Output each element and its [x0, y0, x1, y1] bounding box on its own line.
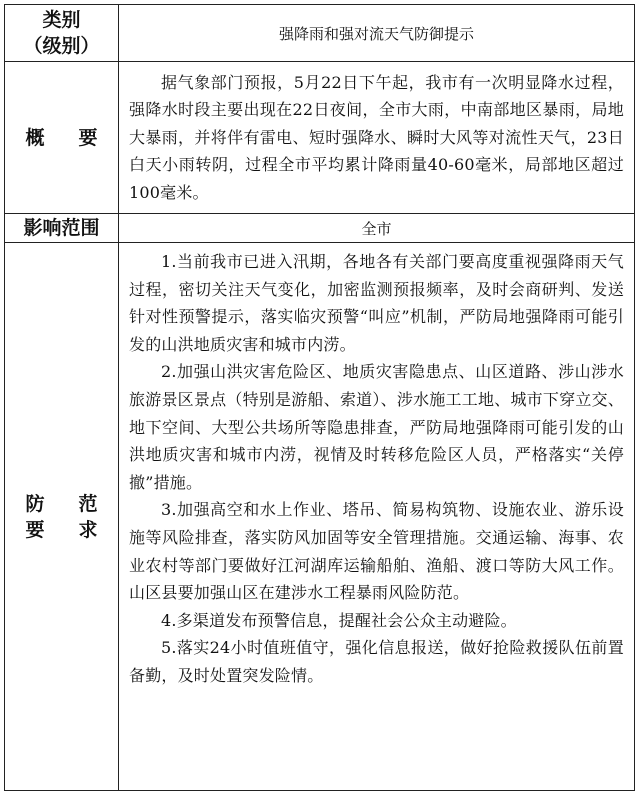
scope-value: 全市 — [119, 214, 635, 243]
scope-label: 影响范围 — [5, 214, 119, 243]
scope-row — [5, 214, 635, 243]
requirement-item-5: 5.落实24小时值班值守，强化信息报送，做好抢险救援队伍前置备勤，及时处置突发险情。 — [129, 638, 624, 685]
requirement-item-3: 3.加强高空和水上作业、塔吊、简易构筑物、设施农业、游乐设施等风险排查，落实防风加固等安全管理措施。交通运输、海事、农业农村等部门要做好江河湖库运输船舶、渔船、渡口等防大风工作。山区县要加强山区在建涉水工程暴雨风险防范。 — [129, 500, 624, 603]
category-value: 强降雨和强对流天气防御提示 — [119, 5, 635, 62]
warning-table — [4, 4, 635, 791]
overview-text: 据气象部门预报，5月22日下午起，我市有一次明显降水过程，强降水时段主要出现在22日夜间，全市大雨，中南部地区暴雨，局地大暴雨，并将伴有雷电、短时强降水、瞬时大风等对流性天气，23日白天小雨转阴，过程全市平均累计降雨量40-60毫米，局部地区超过100毫米。 — [129, 72, 624, 202]
requirements-label-char-4: 求 — [78, 518, 98, 541]
category-label-line1: 类别 — [42, 9, 81, 31]
requirements-row — [5, 243, 635, 791]
category-row — [5, 5, 635, 62]
requirements-label-char-3: 要 — [25, 518, 45, 541]
requirement-item-4: 4.多渠道发布预警信息，提醒社会公众主动避险。 — [161, 610, 517, 630]
overview-content — [119, 62, 635, 214]
requirements-label-char-1: 防 — [25, 492, 45, 515]
overview-label-char-2: 要 — [78, 126, 98, 149]
requirements-label-line2 — [5, 517, 118, 543]
category-label — [5, 5, 119, 62]
requirements-label-char-2: 范 — [78, 492, 98, 515]
overview-row — [5, 62, 635, 214]
requirement-item-1: 1.当前我市已进入汛期，各地各有关部门要高度重视强降雨天气过程，密切关注天气变化，加密监测预报频率，及时会商研判、发送针对性预警提示，落实临灾预警“叫应”机制，严防局地强降雨可能引发的山洪地质灾害和城市内涝。 — [129, 252, 624, 354]
requirements-content — [119, 243, 635, 791]
requirements-label — [5, 243, 119, 791]
overview-label — [5, 62, 119, 214]
requirement-item-2: 2.加强山洪灾害危险区、地质灾害隐患点、山区道路、涉山涉水旅游景区景点（特别是游船、索道）、涉水施工工地、城市下穿立交、地下空间、大型公共场所等隐患排查，严防局地强降雨可能引发的山洪地质灾害和城市内涝，视情及时转移危险区人员，严格落实“关停撤”措施。 — [129, 362, 624, 492]
category-label-line2: （级别） — [23, 35, 100, 57]
requirements-label-line1 — [5, 491, 118, 517]
overview-label-char-1: 概 — [25, 126, 45, 149]
